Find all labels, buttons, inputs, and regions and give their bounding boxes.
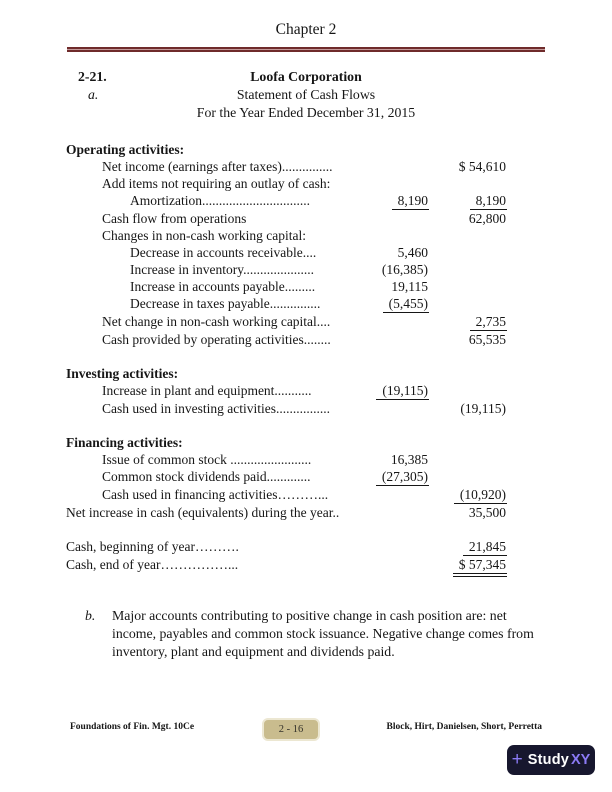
amount-cell [349, 192, 429, 210]
amount-cell [429, 331, 507, 348]
part-b-label: b. [85, 608, 96, 623]
row-label: Add items not requiring an outlay of cash: [102, 176, 331, 191]
amount-value: 35,500 [468, 505, 506, 520]
statement-row [66, 451, 507, 468]
amount-cell [349, 244, 429, 261]
statement-row [66, 313, 507, 331]
statement-row [66, 192, 507, 210]
row-label: Decrease in accounts receivable.... [130, 245, 317, 260]
amount-value: 16,385 [390, 452, 428, 467]
statement-row [66, 141, 507, 158]
amount-cell [349, 278, 429, 295]
row-label: Increase in inventory..................... [130, 262, 314, 277]
amount-cell [349, 261, 429, 278]
row-label: Investing activities: [66, 366, 179, 381]
amount-cell [429, 538, 507, 556]
amount-value: (5,455) [383, 295, 429, 313]
statement-row [66, 538, 507, 556]
amount-value: 62,800 [468, 211, 506, 226]
company-name: Loofa Corporation [250, 69, 362, 84]
amount-cell [349, 382, 429, 400]
row-label: Net increase in cash (equivalents) during the year.. [66, 505, 340, 520]
problem-number: 2-21. [78, 69, 107, 84]
amount-cell [429, 313, 507, 331]
brand-name-primary: Study [527, 752, 570, 768]
amount-cell [429, 158, 507, 175]
statement-gap [66, 417, 507, 434]
statement-row [66, 331, 507, 348]
row-label: Amortization................................ [130, 193, 310, 208]
part-b [85, 607, 545, 661]
row-label: Changes in non-cash working capital: [102, 228, 306, 243]
amount-cell [429, 192, 507, 210]
statement-row [66, 486, 507, 504]
row-label: Net change in non-cash working capital.... [102, 314, 331, 329]
page-number-badge: 2 - 16 [262, 718, 320, 741]
statement-row [66, 210, 507, 227]
amount-cell [349, 468, 429, 486]
amount-cell [349, 451, 429, 468]
statement-row [66, 175, 507, 192]
amount-cell [429, 400, 507, 417]
amount-value: 21,845 [463, 538, 507, 556]
brand-name-secondary: XY [571, 752, 591, 768]
row-label: Financing activities: [66, 435, 183, 450]
footer-authors: Block, Hirt, Danielsen, Short, Perretta [386, 722, 542, 732]
statement-row [66, 365, 507, 382]
plus-icon: + [511, 748, 523, 770]
statement-row [66, 434, 507, 451]
amount-value: 2,735 [470, 313, 507, 331]
row-label: Common stock dividends paid............. [102, 469, 311, 484]
statement-row [66, 158, 507, 175]
statement-row [66, 261, 507, 278]
row-label: Cash, beginning of year………. [66, 539, 239, 554]
chapter-rule [67, 47, 545, 52]
amount-value: $ 54,610 [458, 159, 506, 174]
amount-value: (19,115) [460, 401, 506, 416]
row-label: Cash, end of year……………... [66, 557, 239, 572]
amount-cell [429, 504, 507, 521]
amount-value: (10,920) [454, 486, 507, 504]
statement-row [66, 468, 507, 486]
amount-value: 65,535 [468, 332, 506, 347]
amount-cell [429, 556, 507, 577]
row-label: Issue of common stock ........................ [102, 452, 312, 467]
row-label: Cash used in financing activities………... [102, 487, 329, 502]
part-b-text: Major accounts contributing to positive change in cash position are: net income, payables and common stock issuance. Negative change comes from inventory, plant and equipment and dividends paid. [112, 608, 534, 659]
statement-rows [66, 141, 507, 577]
row-label: Decrease in taxes payable............... [130, 296, 321, 311]
statement-row [66, 227, 507, 244]
statement-row [66, 278, 507, 295]
row-label: Operating activities: [66, 142, 185, 157]
row-label: Increase in accounts payable......... [130, 279, 316, 294]
row-label: Net income (earnings after taxes)............... [102, 159, 333, 174]
title-row-1 [0, 68, 612, 86]
statement-gap [66, 348, 507, 365]
statement-row [66, 556, 507, 577]
statement-period: For the Year Ended December 31, 2015 [196, 105, 416, 120]
amount-value: 5,460 [397, 245, 428, 260]
title-row-3 [0, 104, 612, 122]
title-block [0, 68, 612, 122]
amount-value: 19,115 [391, 279, 428, 294]
title-row-2 [0, 86, 612, 104]
amount-value: (27,305) [376, 468, 429, 486]
statement-gap [66, 521, 507, 538]
chapter-title: Chapter 2 [275, 21, 337, 38]
amount-value: (19,115) [376, 382, 429, 400]
amount-value: 8,190 [470, 192, 507, 210]
statement-row [66, 382, 507, 400]
row-label: Cash provided by operating activities........ [102, 332, 331, 347]
row-label: Cash flow from operations [102, 211, 247, 226]
footer-book-title: Foundations of Fin. Mgt. 10Ce [70, 722, 195, 732]
row-label: Cash used in investing activities................ [102, 401, 330, 416]
amount-cell [429, 486, 507, 504]
statement-row [66, 244, 507, 261]
amount-cell [429, 210, 507, 227]
statement-row [66, 295, 507, 313]
amount-value: 8,190 [392, 192, 429, 210]
statement-title: Statement of Cash Flows [236, 87, 376, 102]
row-label: Increase in plant and equipment........... [102, 383, 312, 398]
studyxy-logo[interactable] [507, 745, 595, 775]
amount-value: (16,385) [381, 262, 428, 277]
amount-value: $ 57,345 [453, 556, 507, 577]
statement-row [66, 504, 507, 521]
part-a-label: a. [88, 87, 99, 102]
statement-row [66, 400, 507, 417]
amount-cell [349, 295, 429, 313]
